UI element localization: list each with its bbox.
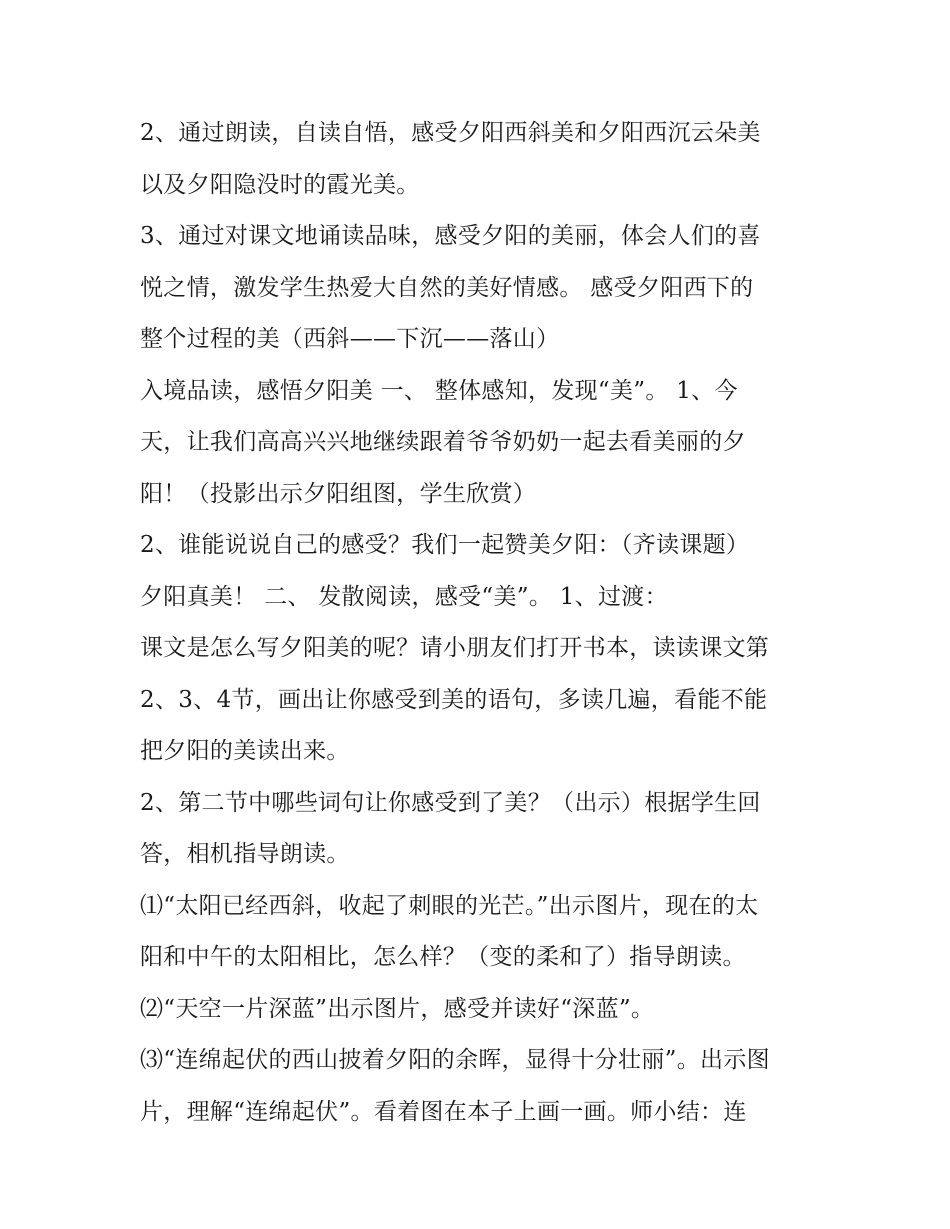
document-body: [140, 108, 820, 1138]
text-line: 悦之情，激发学生热爱大自然的美好情感。 感受夕阳西下的: [140, 274, 754, 301]
text-line: 片，理解“连绵起伏”。看着图在本子上画一画。师小结：连: [140, 1098, 747, 1125]
text-line: 2、第二节中哪些词句让你感受到了美？（出示）根据学生回: [140, 789, 761, 816]
text-line: 入境品读，感悟夕阳美 一、 整体感知，发现“美”。 1、今: [140, 377, 738, 404]
text-line: 以及夕阳隐没时的霞光美。: [140, 171, 420, 198]
text-line: ⑴“太阳已经西斜，收起了刺眼的光芒。”出示图片，现在的太: [140, 892, 759, 919]
text-line: 2、3、4节，画出让你感受到美的语句，多读几遍，看能不能: [140, 686, 768, 713]
text-line: 天，让我们高高兴兴地继续跟着爷爷奶奶一起去看美丽的夕: [140, 429, 746, 455]
text-line: 课文是怎么写夕阳美的呢？请小朋友们打开书本，读读课文第: [140, 635, 770, 661]
text-line: 把夕阳的美读出来。: [140, 738, 350, 764]
text-line: 阳！（投影出示夕阳组图，学生欣赏）: [140, 480, 537, 507]
text-line: 整个过程的美（西斜——下沉——落山）: [140, 326, 560, 352]
text-line: ⑵“天空一片深蓝”出示图片，感受并读好“深蓝”。: [140, 995, 655, 1022]
text-line: 夕阳真美！ 二、 发散阅读，感受“美”。 1、过渡：: [140, 583, 668, 610]
text-line: 答，相机指导朗读。: [140, 841, 350, 867]
text-line: 2、谁能说说自己的感受？我们一起赞美夕阳：（齐读课题）: [140, 532, 750, 558]
text-line: ⑶“连绵起伏的西山披着夕阳的余晖，显得十分壮丽”。出示图: [140, 1047, 770, 1073]
text-line: 2、通过朗读，自读自悟，感受夕阳西斜美和夕阳西沉云朵美: [140, 120, 761, 146]
text-line: 阳和中午的太阳相比，怎么样？（变的柔和了）指导朗读。: [140, 944, 746, 970]
text-line: 3、通过对课文地诵读品味，感受夕阳的美丽，体会人们的喜: [140, 223, 761, 249]
